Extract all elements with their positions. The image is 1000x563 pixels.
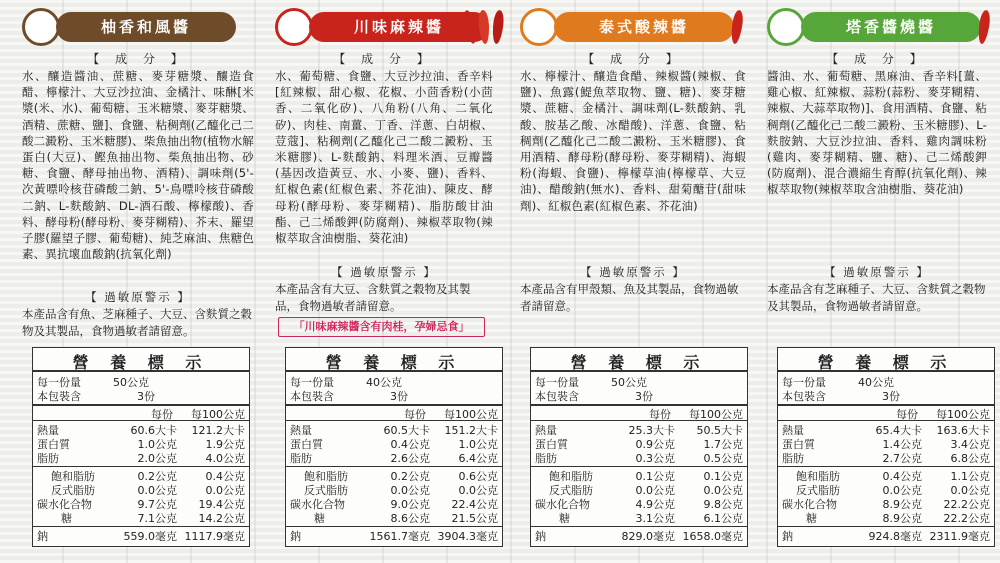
allergen-heading: 【 過敏原警示 】 [580, 265, 686, 279]
nutrient-per-serving: 0.3公克 [635, 452, 675, 465]
product-title: 塔香醬燒醬 [801, 12, 981, 42]
nutrition-table [285, 347, 503, 547]
nutrition-title: 營 養 標 示 [72, 353, 210, 372]
divider [286, 466, 502, 467]
nutrient-name: 蛋白質 [290, 438, 323, 451]
divider [531, 420, 747, 421]
product-thumbnail [767, 8, 805, 46]
divider [286, 370, 502, 372]
product-column-thai [520, 0, 760, 563]
servings-value: 3份 [137, 390, 155, 403]
ingredients-text: 水、檸檬汁、釀造食醋、辣椒醬(辣椒、食鹽)、魚露(鯷魚萃取物、鹽、糖)、麥芽糖漿、蔗糖、金橘汁、調味劑(L-麩酸鈉、乳酸、胺基乙酸、冰醋酸)、洋蔥、食鹽、粘稠劑(乙醯化己二酸二澱粉、玉米糖膠)、食用酒精、酵母粉(酵母粉、麥芽糊精)、海蝦粉(海蝦、食鹽)、檸檬草油(檸檬草、大豆油)、醋酸鈉(無水)、香料、甜菊醣苷(甜味劑)、紅椒色素(紅椒色素、芥花油) [520, 69, 746, 213]
product-title: 泰式酸辣醬 [554, 12, 734, 42]
nutrient-per-100g: 0.0公克 [703, 484, 743, 497]
nutrient-name: 鈉 [535, 530, 546, 543]
serving-size-label: 每一份量 [782, 376, 826, 389]
nutrient-per-100g: 50.5大卡 [696, 424, 743, 437]
nutrient-per-serving: 8.9公克 [882, 498, 922, 511]
nutrient-per-serving: 0.0公克 [635, 484, 675, 497]
ingredients-heading: 【 成 分 】 [87, 52, 189, 66]
nutrient-per-100g: 2311.9毫克 [929, 530, 990, 543]
nutrition-title: 營 養 標 示 [570, 353, 708, 372]
serving-size-label: 每一份量 [535, 376, 579, 389]
nutrient-name: 鈉 [290, 530, 301, 543]
nutrient-name: 脂肪 [290, 452, 312, 465]
nutrient-name: 脂肪 [37, 452, 59, 465]
nutrient-per-100g: 0.0公克 [205, 484, 245, 497]
nutrient-name: 反式脂肪 [51, 484, 95, 497]
nutrient-name: 飽和脂肪 [51, 470, 95, 483]
nutrient-per-100g: 4.0公克 [205, 452, 245, 465]
product-column-yuzu [22, 0, 262, 563]
nutrient-per-100g: 0.6公克 [458, 470, 498, 483]
ingredients-heading: 【 成 分 】 [582, 52, 684, 66]
divider [286, 420, 502, 421]
serving-size-label: 每一份量 [37, 376, 81, 389]
nutrient-name: 反式脂肪 [549, 484, 593, 497]
warning-box: 「川味麻辣醬含有肉桂，孕婦忌食」 [278, 317, 485, 337]
nutrient-per-serving: 0.0公克 [882, 484, 922, 497]
nutrient-per-serving: 1561.7毫克 [369, 530, 430, 543]
nutrient-per-100g: 1117.9毫克 [184, 530, 245, 543]
nutrient-name: 糖 [806, 512, 817, 525]
nutrient-per-serving: 0.0公克 [390, 484, 430, 497]
ingredients-text: 水、葡萄糖、食鹽、大豆沙拉油、香辛料[紅辣椒、甜心椒、花椒、小茴香粉(小茴香、二氧化矽)、八角粉(八角、二氧化矽)、肉桂、南薑、丁香、洋蔥、白胡椒、荳蔻]、粘稠劑(乙醯化己二酸二澱粉、玉米糖膠)、L-麩酸鈉、料理米酒、豆瓣醬(基因改造黃豆、水、小麥、鹽)、香料、紅椒色素(紅椒色素、芥花油)、陳皮、酵母粉(酵母粉、麥芽糊精)、脂肪酸甘油酯、己二烯酸鉀(防腐劑)、辣椒萃取物(辣椒萃取含油樹脂、葵花油) [275, 69, 493, 246]
product-header [275, 8, 503, 48]
nutrient-name: 糖 [314, 512, 325, 525]
nutrient-per-100g: 21.5公克 [451, 512, 498, 525]
per-serving-header: 每份 [649, 408, 671, 421]
nutrient-per-serving: 9.7公克 [137, 498, 177, 511]
product-column-basil [767, 0, 1000, 563]
nutrient-per-100g: 0.5公克 [703, 452, 743, 465]
nutrient-name: 飽和脂肪 [549, 470, 593, 483]
servings-label: 本包裝含 [535, 390, 579, 403]
divider [531, 526, 747, 527]
nutrient-per-serving: 2.7公克 [882, 452, 922, 465]
nutrient-per-serving: 8.9公克 [882, 512, 922, 525]
divider [531, 370, 747, 372]
product-thumbnail [22, 8, 60, 46]
divider [33, 370, 249, 372]
nutrient-name: 熱量 [535, 424, 557, 437]
nutrient-name: 蛋白質 [37, 438, 70, 451]
product-title: 柚香和風醬 [56, 12, 236, 42]
nutrient-name: 熱量 [37, 424, 59, 437]
nutrient-per-100g: 0.4公克 [205, 470, 245, 483]
divider [778, 420, 994, 421]
nutrient-name: 脂肪 [535, 452, 557, 465]
nutrient-name: 熱量 [290, 424, 312, 437]
divider [778, 526, 994, 527]
product-header [520, 8, 748, 48]
nutrient-per-100g: 22.4公克 [451, 498, 498, 511]
product-header [767, 8, 995, 48]
allergen-text: 本產品含有魚、芝麻種子、大豆、含麩質之穀物及其製品，食物過敏者請留意。 [22, 307, 252, 338]
nutrient-per-100g: 1.9公克 [205, 438, 245, 451]
nutrient-name: 反式脂肪 [304, 484, 348, 497]
nutrition-table [777, 347, 995, 547]
product-header [22, 8, 250, 48]
nutrient-name: 糖 [559, 512, 570, 525]
nutrient-per-serving: 0.1公克 [635, 470, 675, 483]
nutrient-per-100g: 19.4公克 [198, 498, 245, 511]
nutrient-name: 鈉 [37, 530, 48, 543]
nutrient-per-100g: 6.1公克 [703, 512, 743, 525]
nutrition-table [530, 347, 748, 547]
serving-size-value: 40公克 [858, 376, 894, 389]
nutrient-per-serving: 829.0毫克 [621, 530, 675, 543]
nutrient-per-serving: 0.4公克 [390, 438, 430, 451]
divider [778, 370, 994, 372]
divider [531, 466, 747, 467]
product-title: 川味麻辣醬 [309, 12, 489, 42]
per-serving-header: 每份 [896, 408, 918, 421]
nutrient-per-serving: 3.1公克 [635, 512, 675, 525]
nutrient-per-serving: 0.9公克 [635, 438, 675, 451]
nutrient-per-serving: 924.8毫克 [868, 530, 922, 543]
per-100g-header: 每100公克 [689, 408, 743, 421]
nutrient-per-100g: 3904.3毫克 [437, 530, 498, 543]
nutrient-per-serving: 1.4公克 [882, 438, 922, 451]
allergen-text: 本產品含有芝麻種子、大豆、含麩質之穀物及其製品，食物過敏者請留意。 [767, 282, 986, 313]
nutrient-per-100g: 1.7公克 [703, 438, 743, 451]
nutrient-per-serving: 2.0公克 [137, 452, 177, 465]
nutrient-per-100g: 6.8公克 [950, 452, 990, 465]
ingredients-text: 醬油、水、葡萄糖、黑麻油、香辛料[薑、雞心椒、紅辣椒、蒜粉(蒜粉、麥芽糊精、辣椒、大蒜萃取物)]、食用酒精、食鹽、粘稠劑(乙醯化己二酸二澱粉、玉米糖膠)、L-麩胺鈉、大豆沙拉油、香料、雞肉調味粉(雞肉、麥芽糊精、鹽、糖)、己二烯酸鉀(防腐劑)、混合濃縮生育醇(抗氧化劑)、辣椒萃取物(辣椒萃取含油樹脂、葵花油) [767, 69, 987, 197]
nutrient-name: 熱量 [782, 424, 804, 437]
serving-size-value: 50公克 [113, 376, 149, 389]
serving-size-value: 40公克 [366, 376, 402, 389]
serving-size-value: 50公克 [611, 376, 647, 389]
servings-value: 3份 [390, 390, 408, 403]
product-column-sichuan [275, 0, 515, 563]
per-serving-header: 每份 [151, 408, 173, 421]
ingredients-heading: 【 成 分 】 [826, 52, 928, 66]
nutrient-per-100g: 3.4公克 [950, 438, 990, 451]
nutrient-name: 碳水化合物 [290, 498, 345, 511]
nutrient-per-100g: 22.2公克 [943, 498, 990, 511]
per-100g-header: 每100公克 [444, 408, 498, 421]
nutrient-name: 碳水化合物 [782, 498, 837, 511]
servings-label: 本包裝含 [290, 390, 334, 403]
nutrient-name: 碳水化合物 [37, 498, 92, 511]
chili-icon [977, 9, 992, 44]
nutrient-name: 飽和脂肪 [796, 470, 840, 483]
product-thumbnail [275, 8, 313, 46]
ingredients-heading: 【 成 分 】 [333, 52, 435, 66]
nutrient-per-100g: 121.2大卡 [191, 424, 245, 437]
chili-icon [730, 9, 745, 44]
nutrient-per-serving: 60.6大卡 [130, 424, 177, 437]
nutrient-per-serving: 9.0公克 [390, 498, 430, 511]
nutrient-per-serving: 4.9公克 [635, 498, 675, 511]
nutrient-name: 糖 [61, 512, 72, 525]
servings-value: 3份 [882, 390, 900, 403]
allergen-heading: 【 過敏原警示 】 [331, 265, 437, 279]
nutrition-table [32, 347, 250, 547]
allergen-text: 本產品含有大豆、含麩質之穀物及其製品，食物過敏者請留意。 [275, 282, 471, 313]
nutrient-per-100g: 0.1公克 [703, 470, 743, 483]
nutrient-per-100g: 1658.0毫克 [682, 530, 743, 543]
servings-label: 本包裝含 [37, 390, 81, 403]
nutrient-per-serving: 2.6公克 [390, 452, 430, 465]
serving-size-label: 每一份量 [290, 376, 334, 389]
nutrient-per-serving: 0.4公克 [882, 470, 922, 483]
ingredients-text: 水、釀造醬油、蔗糖、麥芽糖漿、釀造食醋、檸檬汁、大豆沙拉油、金橘汁、味醂[米漿(米、水)、葡萄糖、玉米糖漿、麥芽糖漿、酒精、蔗糖、鹽]、食鹽、粘稠劑(乙醯化己二酸二澱粉、玉米糖膠)、柴魚抽出物(植物水解蛋白(大豆)、鰹魚抽出物、柴魚抽出物、砂糖、食鹽、酵母抽出物、酒精)、調味劑(5'-次黃嘌呤核苷磷酸二鈉、5'-鳥嘌呤核苷磷酸二鈉、L-麩酸鈉、DL-酒石酸、檸檬酸)、香料、酵母粉(酵母粉、麥芽糊精)、芥末、羅望子膠(羅望子膠、葡萄糖)、純芝麻油、焦糖色素、異抗壞血酸鈉(抗氧化劑) [22, 69, 254, 262]
allergen-heading: 【 過敏原警示 】 [824, 265, 930, 279]
nutrition-title: 營 養 標 示 [817, 353, 955, 372]
nutrient-per-serving: 8.6公克 [390, 512, 430, 525]
nutrient-name: 碳水化合物 [535, 498, 590, 511]
per-100g-header: 每100公克 [936, 408, 990, 421]
nutrient-per-serving: 0.2公克 [137, 470, 177, 483]
nutrition-title: 營 養 標 示 [325, 353, 463, 372]
divider [778, 466, 994, 467]
divider [33, 466, 249, 467]
chili-icon [491, 10, 504, 45]
nutrient-per-serving: 65.4大卡 [875, 424, 922, 437]
nutrient-name: 蛋白質 [782, 438, 815, 451]
nutrient-per-serving: 0.2公克 [390, 470, 430, 483]
nutrient-per-serving: 1.0公克 [137, 438, 177, 451]
nutrient-per-serving: 25.3大卡 [628, 424, 675, 437]
per-100g-header: 每100公克 [191, 408, 245, 421]
nutrient-per-100g: 163.6大卡 [936, 424, 990, 437]
nutrient-per-100g: 0.0公克 [950, 484, 990, 497]
product-thumbnail [520, 8, 558, 46]
nutrient-name: 反式脂肪 [796, 484, 840, 497]
allergen-heading: 【 過敏原警示 】 [85, 290, 191, 304]
nutrient-name: 脂肪 [782, 452, 804, 465]
nutrient-per-100g: 1.1公克 [950, 470, 990, 483]
nutrient-per-100g: 22.2公克 [943, 512, 990, 525]
per-serving-header: 每份 [404, 408, 426, 421]
nutrient-per-serving: 7.1公克 [137, 512, 177, 525]
servings-value: 3份 [635, 390, 653, 403]
servings-label: 本包裝含 [782, 390, 826, 403]
nutrient-name: 蛋白質 [535, 438, 568, 451]
nutrient-per-100g: 151.2大卡 [444, 424, 498, 437]
nutrient-per-100g: 14.2公克 [198, 512, 245, 525]
nutrient-per-serving: 60.5大卡 [383, 424, 430, 437]
nutrient-per-100g: 1.0公克 [458, 438, 498, 451]
nutrient-per-serving: 0.0公克 [137, 484, 177, 497]
nutrient-name: 鈉 [782, 530, 793, 543]
nutrient-per-100g: 9.8公克 [703, 498, 743, 511]
nutrient-per-100g: 0.0公克 [458, 484, 498, 497]
allergen-text: 本產品含有甲殼類、魚及其製品，食物過敏者請留意。 [520, 282, 739, 313]
nutrient-per-serving: 559.0毫克 [123, 530, 177, 543]
divider [33, 526, 249, 527]
divider [33, 420, 249, 421]
nutrient-name: 飽和脂肪 [304, 470, 348, 483]
divider [286, 526, 502, 527]
nutrient-per-100g: 6.4公克 [458, 452, 498, 465]
